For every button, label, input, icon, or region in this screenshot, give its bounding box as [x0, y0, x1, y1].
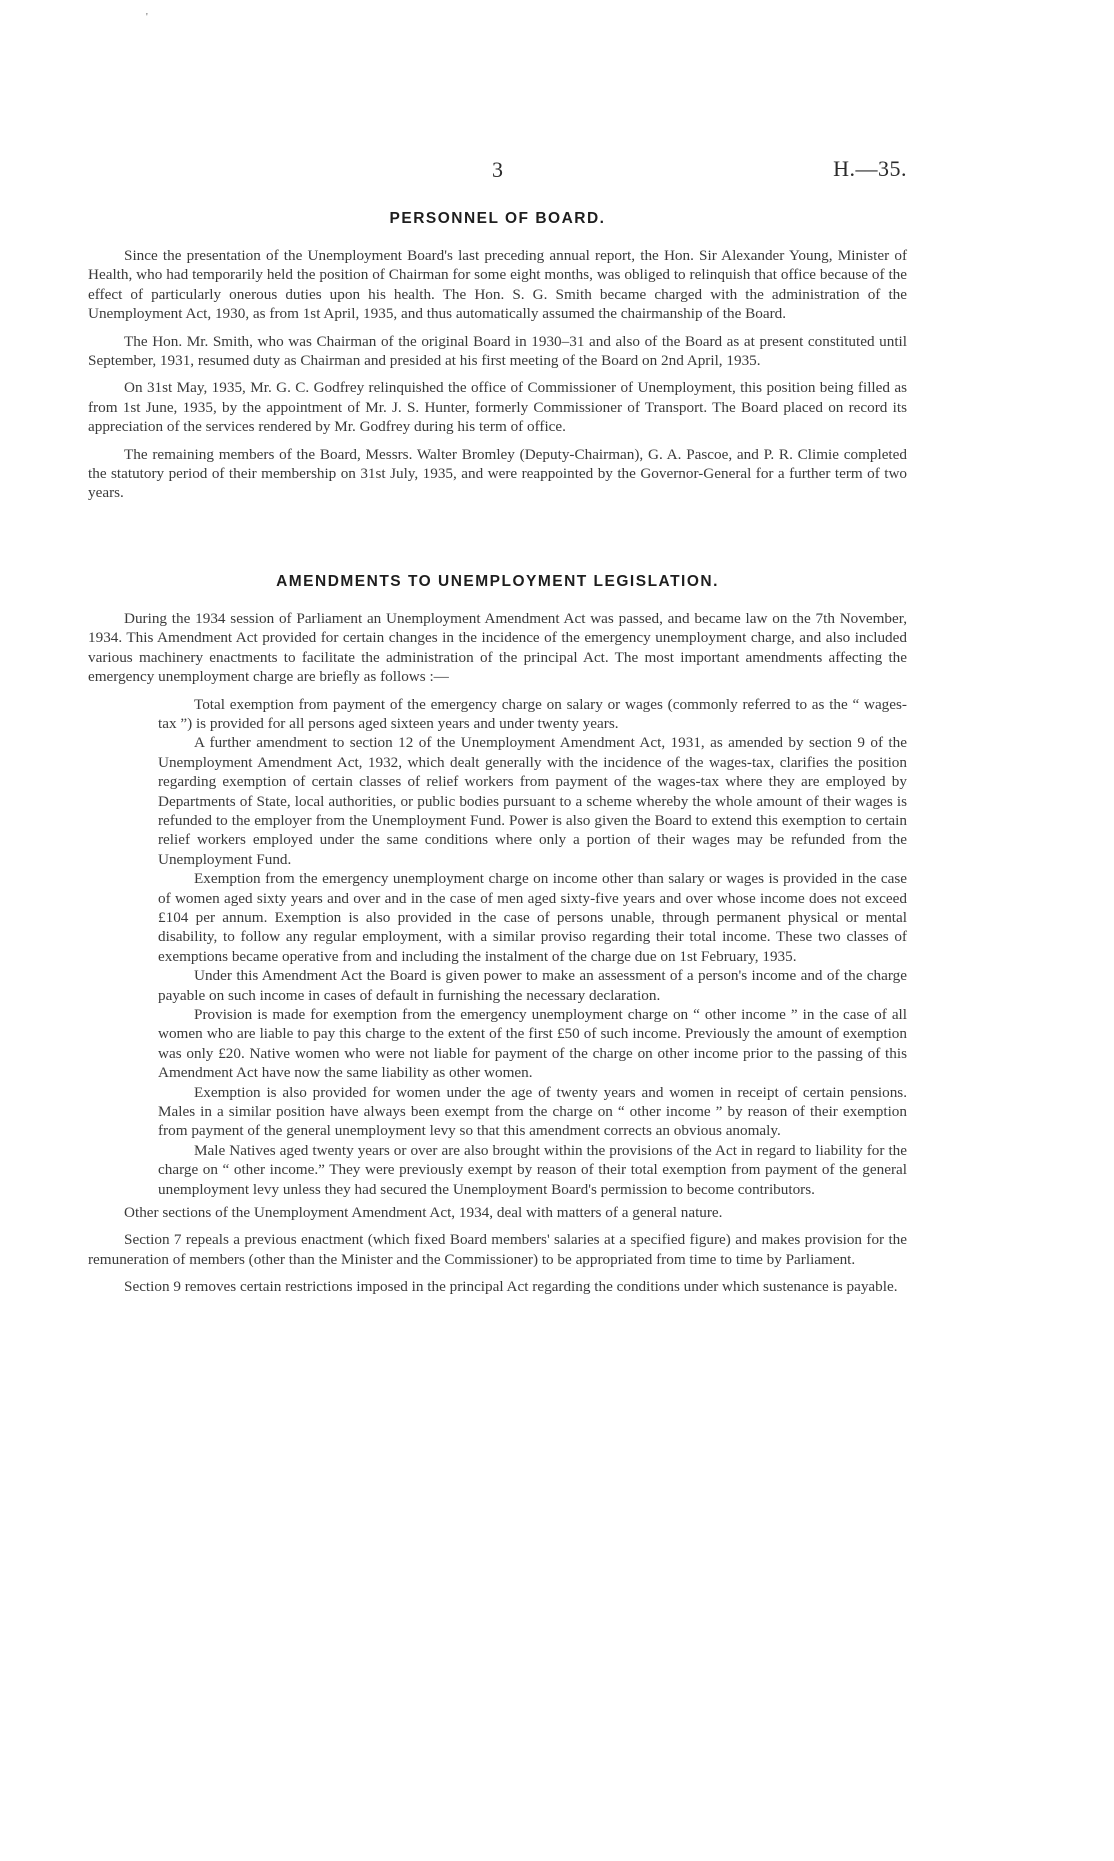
- closing-paragraph-1: Other sections of the Unemployment Amendment Act, 1934, deal with matters of a general nature.: [124, 1204, 723, 1222]
- amendments-intro-paragraph: During the 1934 session of Parliament an Unemployment Amendment Act was passed, and became law on the 7th November, 1934. This Amendment Act provided for certain changes in the incidence of the emergency unemployment charge, and also included various machinery enactments to facilitate the administration of the principal Act. The most important amendments affecting the emergency unemployment charge are briefly as follows :—: [88, 609, 907, 686]
- personnel-paragraph-1: Since the presentation of the Unemployment Board's last preceding annual report, the Hon. Sir Alexander Young, Minister of Health, who had temporarily held the position of Chairman for some eight months, was obliged to relinquish that office because of the effect of particularly onerous duties upon his health. The Hon. S. G. Smith became charged with the administration of the Unemployment Act, 1930, as from 1st April, 1935, and thus automatically assumed the chairmanship of the Board.: [88, 247, 907, 323]
- amendment-item-6: Exemption is also provided for women under the age of twenty years and women in receipt of certain pensions. Males in a similar position have always been exempt from the charge on “ other income ” by reason of their exemption from payment of the general unemployment levy so that this amendment corrects an obvious anomaly.: [158, 1083, 907, 1140]
- amendment-item-4: Under this Amendment Act the Board is given power to make an assessment of a person's income and of the charge payable on such income in cases of default in furnishing the necessary declaration.: [158, 967, 907, 1004]
- closing-paragraph-2: Section 7 repeals a previous enactment (which fixed Board members' salaries at a specified figure) and makes provision for the remuneration of members (other than the Minister and the Commissioner) to be appropriated from time to time by Parliament.: [88, 1231, 907, 1268]
- amendment-item-2: A further amendment to section 12 of the Unemployment Amendment Act, 1931, as amended by section 9 of the Unemployment Amendment Act, 1932, which dealt generally with the incidence of the wages-tax, clarifies the position regarding exemption of certain classes of relief workers from payment of the wages-tax where they are employed by Departments of State, local authorities, or public bodies pursuant to a scheme whereby the whole amount of their wages is refunded to the employer from the Unemployment Fund. Power is also given the Board to extend this exemption to certain relief workers employed under the same conditions where only a portion of their wages may be refunded from the Unemployment Fund.: [158, 734, 907, 868]
- personnel-paragraph-3: On 31st May, 1935, Mr. G. C. Godfrey relinquished the office of Commissioner of Unemployment, this position being filled as from 1st June, 1935, by the appointment of Mr. J. S. Hunter, formerly Commissioner of Transport. The Board placed on record its appreciation of the services rendered by Mr. Godfrey during his term of office.: [88, 379, 907, 436]
- document-reference: H.—35.: [833, 156, 907, 181]
- page-number: 3: [492, 157, 503, 182]
- amendment-item-1: Total exemption from payment of the emergency charge on salary or wages (commonly referred to as the “ wages-tax ”) is provided for all persons aged sixteen years and under twenty years.: [158, 695, 907, 732]
- personnel-paragraph-2: The Hon. Mr. Smith, who was Chairman of the original Board in 1930–31 and also of the Board as at present constituted until September, 1931, resumed duty as Chairman and presided at his first meeting of the Board on 2nd April, 1935.: [88, 332, 907, 370]
- margin-tick-mark: ': [146, 12, 148, 23]
- closing-paragraph-3: Section 9 removes certain restrictions imposed in the principal Act regarding the conditions under which sustenance is payable.: [124, 1278, 898, 1296]
- amendment-item-5: Provision is made for exemption from the emergency unemployment charge on “ other income ” in the case of all women who are liable to pay this charge to the extent of the first £50 of such income. Previously the amount of exemption was only £20. Native women who were not liable for payment of the charge on other income prior to the passing of this Amendment Act have now the same liability as other women.: [158, 1006, 907, 1082]
- personnel-paragraph-4: The remaining members of the Board, Messrs. Walter Bromley (Deputy-Chairman), G. A. Pascoe, and P. R. Climie completed the statutory period of their membership on 31st July, 1935, and were reappointed by the Governor-General for a further term of two years.: [88, 445, 907, 502]
- heading-personnel-of-board: PERSONNEL OF BOARD.: [389, 210, 606, 227]
- amendments-indented-list: [88, 695, 907, 1200]
- amendment-item-7: Male Natives aged twenty years or over are also brought within the provisions of the Act in regard to liability for the charge on “ other income.” They were previously exempt by reason of their total exemption from payment of the general unemployment levy unless they had secured the Unemployment Board's permission to become contributors.: [158, 1141, 907, 1198]
- amendment-item-3: Exemption from the emergency unemployment charge on income other than salary or wages is provided in the case of women aged sixty years and over and in the case of men aged sixty-five years and over whose income does not exceed £104 per annum. Exemption is also provided in the case of persons unable, through permanent physical or mental disability, to follow any regular employment, with a similar proviso regarding their total income. These two classes of exemptions became operative from and including the instalment of the charge due on 1st February, 1935.: [158, 870, 907, 965]
- page-content: [88, 210, 907, 1305]
- heading-amendments-to-unemployment-legislation: AMENDMENTS TO UNEMPLOYMENT LEGISLATION.: [276, 572, 719, 590]
